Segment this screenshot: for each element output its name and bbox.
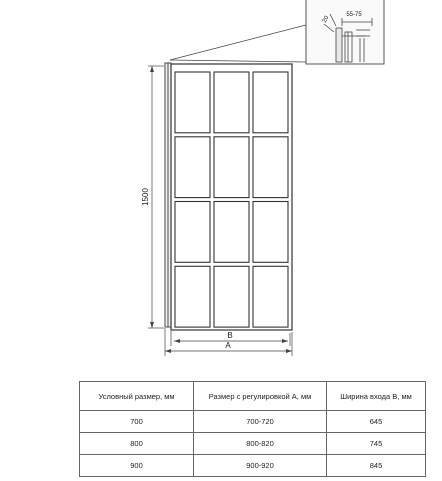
- cell-nominal: 700: [80, 411, 194, 433]
- table-row: [80, 455, 426, 477]
- detail-gap-label: 55-75: [346, 12, 362, 18]
- size-table: [79, 381, 426, 477]
- glass-pane: [214, 137, 249, 198]
- glass-pane: [253, 72, 288, 133]
- width-b-label: B: [227, 331, 233, 340]
- cell-entry: 645: [327, 411, 426, 433]
- wall-profile: [165, 63, 171, 327]
- cell-adjusted: 800-820: [194, 433, 327, 455]
- glass-pane: [253, 202, 288, 263]
- glass-pane: [175, 266, 210, 327]
- cell-entry: 845: [327, 455, 426, 477]
- glass-pane: [175, 72, 210, 133]
- glass-pane: [214, 72, 249, 133]
- glass-pane: [214, 202, 249, 263]
- header-nominal-size: Условный размер, мм: [80, 382, 194, 411]
- height-dimension: [148, 66, 164, 328]
- glass-pane: [253, 137, 288, 198]
- glass-pane: [175, 202, 210, 263]
- glass-pane: [253, 266, 288, 327]
- header-entry-width: Ширина входа B, мм: [327, 382, 426, 411]
- glass-panel: [171, 64, 292, 330]
- glass-pane: [214, 266, 249, 327]
- table-row: [80, 411, 426, 433]
- cell-adjusted: 900-920: [194, 455, 327, 477]
- cell-entry: 745: [327, 433, 426, 455]
- glass-pane: [175, 137, 210, 198]
- detail-angle-label: 20: [321, 15, 331, 24]
- height-label: 1500: [141, 188, 150, 206]
- profile-detail-callout: [306, 0, 384, 64]
- table-row: [80, 433, 426, 455]
- table-header-row: [80, 382, 426, 411]
- cell-nominal: 800: [80, 433, 194, 455]
- detail-leader-lines: [170, 25, 306, 62]
- width-a-label: A: [225, 341, 231, 350]
- cell-nominal: 900: [80, 455, 194, 477]
- header-adjusted-size: Размер с регулировкой A, мм: [194, 382, 327, 411]
- cell-adjusted: 700-720: [194, 411, 327, 433]
